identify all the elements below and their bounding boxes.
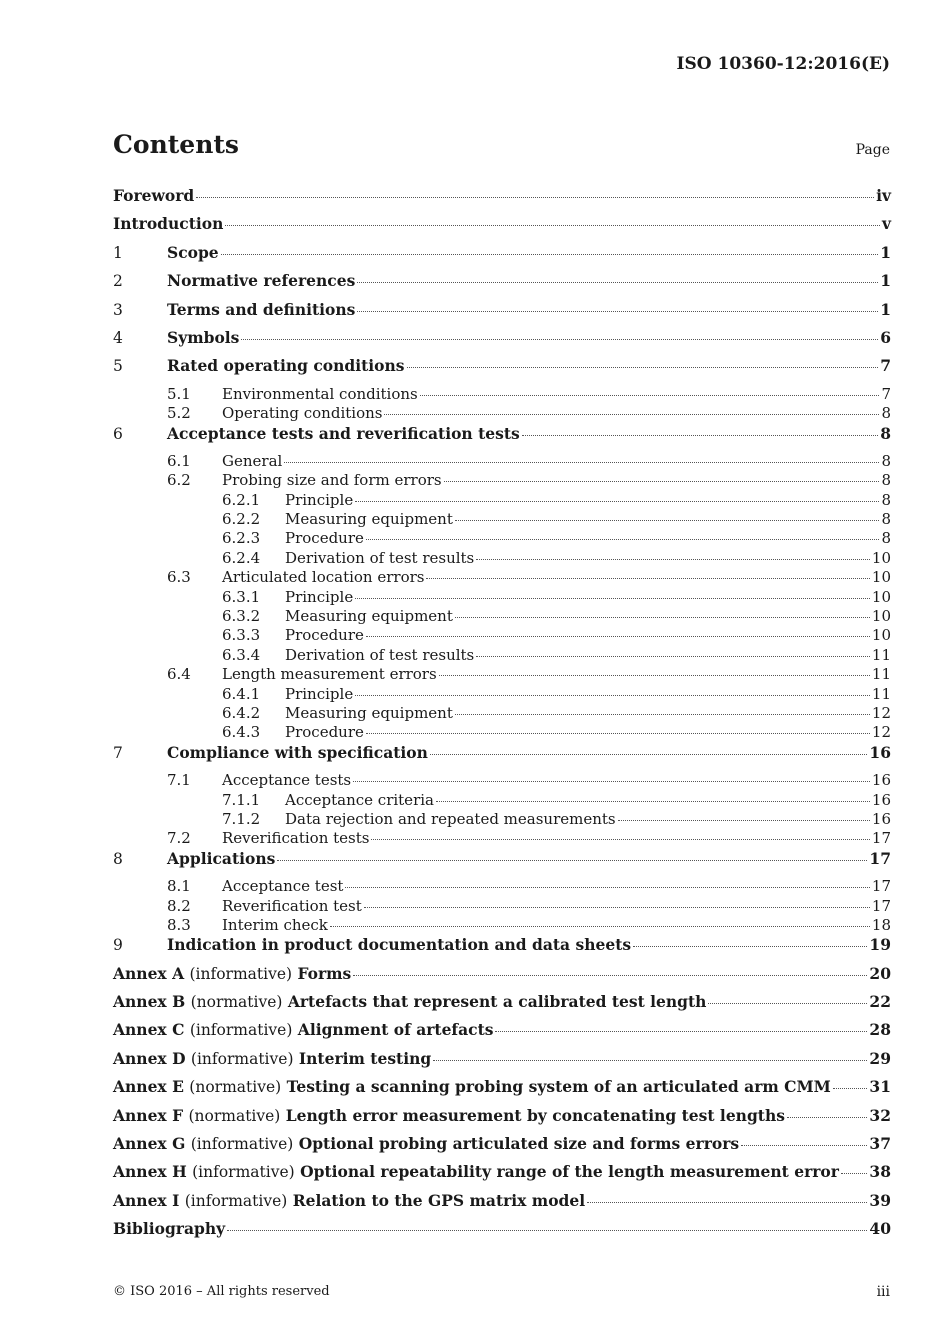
toc-entry-subsection[interactable] (113, 588, 891, 607)
entry-page: 8 (881, 404, 891, 423)
entry-number: 6.2.1 (222, 490, 261, 509)
dot-leader (522, 435, 878, 436)
toc-entry-annex[interactable] (113, 1020, 891, 1048)
entry-title: Reverification test (222, 896, 362, 915)
entry-number: 6.4 (167, 665, 191, 684)
dot-leader (196, 197, 874, 198)
annex-title: Artefacts that represent a calibrated test length (287, 992, 707, 1012)
toc-entry-chapter[interactable] (113, 300, 891, 328)
entry-page: 8 (881, 490, 891, 509)
dot-leader (357, 311, 878, 312)
toc-entry-annex[interactable] (113, 1049, 891, 1077)
dot-leader (439, 675, 870, 676)
entry-page: 28 (869, 1020, 891, 1040)
dot-leader (430, 754, 868, 755)
dot-leader (426, 578, 869, 579)
entry-title: Principle (285, 684, 354, 703)
dot-leader (330, 926, 870, 927)
entry-page: 11 (871, 684, 891, 703)
toc-entry-chapter[interactable] (113, 328, 891, 356)
toc-entry-annex[interactable] (113, 1162, 891, 1190)
annex-heading (113, 1106, 785, 1125)
entry-page: 16 (871, 771, 891, 790)
entry-page: 17 (871, 829, 891, 848)
entry-page: 19 (869, 935, 891, 955)
entry-page: 29 (869, 1048, 891, 1068)
entry-page: 10 (871, 548, 891, 567)
entry-title: Foreword (113, 186, 195, 205)
dot-leader (833, 1088, 868, 1089)
entry-number: 1 (113, 243, 123, 262)
entry-number: 6.2.2 (222, 510, 261, 529)
annex-heading (113, 1020, 493, 1039)
toc-entry-subsection[interactable] (113, 723, 891, 742)
annex-label: Annex B (113, 992, 186, 1012)
dot-leader (618, 820, 870, 821)
toc-entry-subsection[interactable] (113, 704, 891, 723)
entry-number: 8 (113, 849, 123, 868)
annex-type: (normative) (190, 993, 283, 1012)
entry-number: 3 (113, 300, 123, 319)
entry-title: Probing size and form errors (222, 471, 442, 490)
toc-entry-chapter[interactable] (113, 271, 891, 299)
toc-entry-subsection[interactable] (113, 529, 891, 548)
dot-leader (277, 860, 867, 861)
entry-title: Measuring equipment (285, 510, 453, 529)
entry-number: 7.1.2 (222, 809, 261, 828)
entry-page: 32 (869, 1105, 891, 1125)
entry-title: Acceptance criteria (285, 790, 434, 809)
entry-title: Measuring equipment (285, 607, 453, 626)
entry-title: Data rejection and repeated measurements (285, 809, 616, 828)
dot-leader (476, 656, 870, 657)
annex-heading (113, 992, 706, 1011)
entry-page: 17 (871, 896, 891, 915)
toc-entry-annex[interactable] (113, 1191, 891, 1219)
entry-page: 7 (880, 356, 891, 376)
toc-entry-subsection[interactable] (113, 685, 891, 704)
toc-entry-subsection[interactable] (113, 810, 891, 829)
toc-entry-section[interactable] (113, 471, 891, 490)
entry-page: 40 (869, 1219, 891, 1239)
entry-page: 10 (871, 626, 891, 645)
entry-number: 6.4.2 (222, 703, 261, 722)
entry-page: 16 (869, 742, 891, 762)
toc-entry-subsection[interactable] (113, 549, 891, 568)
entry-number: 6.4.1 (222, 684, 261, 703)
entry-number: 8.2 (167, 896, 191, 915)
entry-title: General (222, 451, 283, 470)
annex-title: Interim testing (298, 1048, 432, 1068)
toc-entry-section[interactable] (113, 829, 891, 848)
entry-number: 6.2 (167, 471, 191, 490)
toc-entry-front[interactable] (113, 186, 891, 214)
toc-entry-chapter[interactable] (113, 743, 891, 771)
annex-title: Optional repeatability range of the length measurement error (300, 1162, 839, 1182)
toc-entry-subsection[interactable] (113, 491, 891, 510)
entry-page: 7 (881, 384, 891, 403)
toc-entry-section[interactable] (113, 897, 891, 916)
entry-title: Terms and definitions (167, 299, 356, 319)
entry-page: 17 (869, 848, 891, 868)
entry-number: 7.2 (167, 829, 191, 848)
toc-entry-subsection[interactable] (113, 791, 891, 810)
annex-label: Annex C (113, 1020, 185, 1040)
entry-page: 11 (871, 665, 891, 684)
toc-entry-annex[interactable] (113, 1106, 891, 1134)
annex-type: (informative) (189, 964, 293, 983)
entry-number: 4 (113, 328, 123, 347)
annex-title: Relation to the GPS matrix model (292, 1190, 586, 1210)
annex-title: Alignment of artefacts (297, 1020, 494, 1040)
copyright-footer: © ISO 2016 – All rights reserved (113, 1284, 330, 1299)
annex-title: Optional probing articulated size and forms errors (298, 1134, 740, 1154)
entry-number: 5.1 (167, 384, 191, 403)
entry-title: Reverification tests (222, 829, 370, 848)
entry-title: Length measurement errors (222, 665, 437, 684)
entry-page: 16 (871, 809, 891, 828)
entry-page: 8 (880, 423, 891, 443)
footer-page-number: iii (876, 1284, 890, 1300)
entry-title: Acceptance tests and reverification tests (167, 423, 520, 443)
toc-entry-chapter[interactable] (113, 356, 891, 384)
dot-leader (345, 887, 869, 888)
entry-number: 6.3.1 (222, 587, 261, 606)
dot-leader (353, 975, 867, 976)
toc-entry-subsection[interactable] (113, 626, 891, 645)
dot-leader (476, 559, 870, 560)
toc-entry-chapter[interactable] (113, 935, 891, 963)
entry-page: 12 (871, 723, 891, 742)
entry-title: Interim check (222, 915, 328, 934)
entry-page: v (881, 214, 891, 234)
dot-leader (633, 946, 867, 947)
annex-type: (informative) (189, 1021, 293, 1040)
entry-number: 8.1 (167, 877, 191, 896)
entry-page: 22 (869, 992, 891, 1012)
entry-page: 8 (881, 451, 891, 470)
entry-page: 1 (880, 299, 891, 319)
entry-number: 5.2 (167, 404, 191, 423)
dot-leader (221, 254, 879, 255)
entry-page: 38 (869, 1162, 891, 1182)
dot-leader (436, 801, 870, 802)
entry-page: 37 (869, 1134, 891, 1154)
entry-page: 1 (880, 271, 891, 291)
entry-number: 2 (113, 272, 123, 291)
dot-leader (407, 367, 879, 368)
toc-entry-annex[interactable] (113, 992, 891, 1020)
annex-type: (informative) (192, 1163, 295, 1182)
annex-heading (113, 964, 351, 983)
entry-title: Acceptance tests (222, 771, 352, 790)
page-column-label: Page (855, 142, 890, 158)
entry-title: Environmental conditions (222, 384, 418, 403)
annex-heading (113, 1077, 831, 1096)
annex-heading (113, 1191, 585, 1210)
toc-entry-subsection[interactable] (113, 510, 891, 529)
dot-leader (355, 695, 870, 696)
entry-title: Indication in product documentation and data sheets (167, 935, 632, 955)
dot-leader (708, 1003, 867, 1004)
annex-heading (113, 1049, 431, 1068)
toc-entry-section[interactable] (113, 404, 891, 423)
dot-leader (787, 1117, 867, 1118)
dot-leader (371, 839, 869, 840)
entry-number: 7.1 (167, 771, 191, 790)
dot-leader (495, 1031, 867, 1032)
annex-type: (informative) (190, 1049, 294, 1068)
entry-number: 6.3.2 (222, 607, 261, 626)
dot-leader (741, 1145, 867, 1146)
dot-leader (353, 781, 870, 782)
annex-label: Annex H (113, 1162, 187, 1182)
dot-leader (455, 520, 880, 521)
toc-entry-back[interactable] (113, 1219, 891, 1247)
entry-number: 5 (113, 357, 123, 376)
entry-title: Procedure (285, 626, 364, 645)
entry-number: 6.1 (167, 451, 191, 470)
entry-page: 18 (871, 915, 891, 934)
entry-page: 20 (869, 963, 891, 983)
dot-leader (841, 1173, 867, 1174)
entry-title: Measuring equipment (285, 703, 453, 722)
dot-leader (366, 539, 880, 540)
entry-title: Symbols (167, 327, 240, 347)
entry-title: Bibliography (113, 1219, 226, 1239)
entry-title: Normative references (167, 271, 356, 291)
dot-leader (587, 1202, 867, 1203)
entry-title: Principle (285, 490, 354, 509)
dot-leader (355, 501, 879, 502)
dot-leader (433, 1060, 867, 1061)
entry-page: 1 (880, 242, 891, 262)
dot-leader (357, 282, 878, 283)
entry-number: 6.2.4 (222, 548, 261, 567)
entry-title: Procedure (285, 723, 364, 742)
entry-page: 8 (881, 471, 891, 490)
entry-number: 6.3.4 (222, 645, 261, 664)
dot-leader (364, 907, 870, 908)
entry-title: Acceptance test (222, 877, 344, 896)
dot-leader (384, 414, 879, 415)
entry-page: iv (876, 186, 891, 205)
entry-title: Operating conditions (222, 404, 383, 423)
entry-page: 31 (869, 1077, 891, 1097)
entry-number: 6.2.3 (222, 529, 261, 548)
annex-type: (normative) (188, 1106, 281, 1125)
annex-label: Annex G (113, 1134, 186, 1154)
entry-page: 6 (880, 327, 891, 347)
contents-title: Contents (113, 130, 240, 159)
dot-leader (455, 617, 870, 618)
toc-entry-section[interactable] (113, 452, 891, 471)
toc-entry-section[interactable] (113, 385, 891, 404)
toc-entry-section[interactable] (113, 771, 891, 790)
toc-entry-subsection[interactable] (113, 646, 891, 665)
annex-type: (informative) (190, 1135, 294, 1154)
toc-entry-annex[interactable] (113, 964, 891, 992)
document-id: ISO 10360-12:2016(E) (676, 54, 890, 74)
toc-entry-section[interactable] (113, 916, 891, 935)
entry-number: 6.4.3 (222, 723, 261, 742)
dot-leader (420, 395, 880, 396)
entry-title: Applications (167, 848, 276, 868)
entry-number: 7 (113, 743, 123, 762)
annex-label: Annex I (113, 1190, 180, 1210)
entry-page: 8 (881, 529, 891, 548)
entry-page: 8 (881, 510, 891, 529)
annex-label: Annex D (113, 1048, 186, 1068)
dot-leader (455, 714, 870, 715)
entry-number: 8.3 (167, 915, 191, 934)
annex-title: Length error measurement by concatenating test lengths (285, 1105, 785, 1125)
annex-label: Annex F (113, 1105, 184, 1125)
annex-heading (113, 1134, 739, 1153)
entry-title: Rated operating conditions (167, 356, 405, 376)
annex-title: Forms (297, 963, 352, 983)
entry-title: Scope (167, 242, 219, 262)
entry-title: Derivation of test results (285, 548, 475, 567)
entry-page: 10 (871, 607, 891, 626)
entry-title: Introduction (113, 214, 224, 234)
dot-leader (444, 481, 880, 482)
dot-leader (225, 225, 880, 226)
annex-type: (normative) (189, 1078, 282, 1097)
toc-entry-subsection[interactable] (113, 607, 891, 626)
entry-number: 6.3.3 (222, 626, 261, 645)
toc-entry-annex[interactable] (113, 1077, 891, 1105)
entry-title: Derivation of test results (285, 645, 475, 664)
toc-entry-section[interactable] (113, 877, 891, 896)
annex-heading (113, 1162, 839, 1181)
toc-entry-chapter[interactable] (113, 849, 891, 877)
entry-page: 10 (871, 568, 891, 587)
dot-leader (284, 462, 879, 463)
toc-entry-section[interactable] (113, 568, 891, 587)
annex-label: Annex E (113, 1077, 184, 1097)
dot-leader (355, 598, 870, 599)
toc-entry-section[interactable] (113, 665, 891, 684)
entry-page: 12 (871, 703, 891, 722)
entry-page: 39 (869, 1190, 891, 1210)
entry-number: 7.1.1 (222, 790, 261, 809)
toc-entry-annex[interactable] (113, 1134, 891, 1162)
dot-leader (227, 1230, 867, 1231)
entry-title: Articulated location errors (222, 568, 425, 587)
table-of-contents (113, 186, 891, 1248)
toc-entry-chapter[interactable] (113, 243, 891, 271)
toc-entry-chapter[interactable] (113, 424, 891, 452)
entry-page: 17 (871, 877, 891, 896)
entry-number: 6 (113, 424, 123, 443)
annex-label: Annex A (113, 963, 185, 983)
entry-number: 9 (113, 936, 123, 955)
annex-type: (informative) (184, 1191, 288, 1210)
entry-page: 11 (871, 645, 891, 664)
annex-title: Testing a scanning probing system of an articulated arm CMM (286, 1077, 831, 1097)
entry-title: Principle (285, 587, 354, 606)
toc-entry-front[interactable] (113, 214, 891, 242)
dot-leader (241, 339, 878, 340)
entry-title: Procedure (285, 529, 364, 548)
entry-number: 6.3 (167, 568, 191, 587)
entry-page: 10 (871, 587, 891, 606)
dot-leader (366, 733, 870, 734)
entry-title: Compliance with specification (167, 742, 428, 762)
entry-page: 16 (871, 790, 891, 809)
dot-leader (366, 636, 870, 637)
